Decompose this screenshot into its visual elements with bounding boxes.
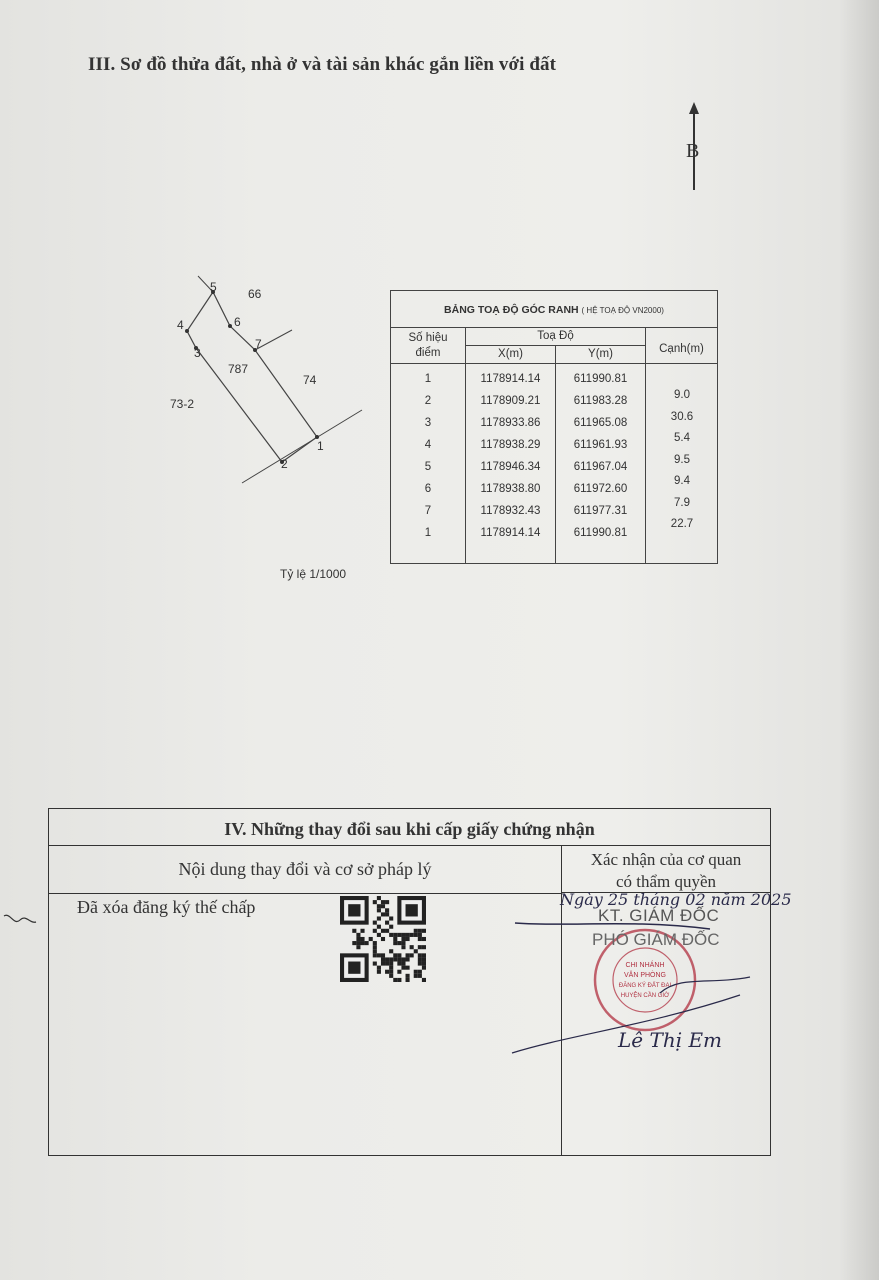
edge-length: 9.0 (674, 389, 690, 401)
signature-role-1: KT. GIÁM ĐỐC (598, 906, 720, 925)
cell-y: 611961.93 (573, 439, 628, 451)
point-label: 6 (234, 315, 241, 329)
col-x-header: X(m) (498, 348, 523, 360)
change-entry: Đã xóa đăng ký thế chấp (77, 897, 256, 917)
section-3-heading: III. Sơ đồ thửa đất, nhà ở và tài sản khác gắn liền với đất (88, 54, 557, 75)
confirmation-column-header (562, 845, 770, 893)
page-edge-shadow (839, 0, 879, 1280)
stamp-line: ĐĂNG KÝ ĐẤT ĐAI (618, 983, 672, 989)
point-label: 5 (210, 280, 217, 294)
col-point-header-2: điểm (415, 347, 441, 359)
changes-column-header: Nội dung thay đổi và cơ sở pháp lý (49, 845, 561, 894)
cell-x: 1178914.14 (480, 373, 541, 385)
edge-length: 9.5 (674, 453, 690, 466)
col-point-header-1: Số hiệu (408, 332, 448, 344)
signature-strokes-icon (510, 905, 760, 1055)
margin-scribble-icon (2, 910, 38, 932)
edge-length: 22.7 (670, 518, 694, 530)
point-label: 1 (317, 439, 324, 453)
point-label: 4 (177, 318, 184, 332)
cell-point: 3 (424, 417, 432, 429)
cell-x: 1178938.80 (480, 483, 541, 495)
cell-y: 611983.28 (573, 395, 628, 407)
stamp-line: HUYỆN CẦN GIỜ (620, 993, 670, 999)
coordinate-table (390, 290, 718, 564)
table-title-note: ( HỆ TOẠ ĐỘ VN2000) (581, 306, 664, 315)
neighbor-label: 66 (248, 287, 262, 301)
confirmation-header-line1: Xác nhận của cơ quan (590, 850, 742, 869)
cell-x: 1178946.34 (480, 461, 541, 473)
edge-length: 30.6 (670, 410, 694, 423)
cell-point: 5 (424, 461, 432, 473)
cell-y: 611965.08 (573, 417, 628, 429)
north-label: B (686, 140, 700, 162)
cell-point: 4 (424, 439, 432, 451)
cell-x: 1178932.43 (480, 505, 541, 517)
cell-point: 1 (424, 373, 432, 385)
cell-x: 1178938.29 (480, 439, 541, 451)
point-label: 2 (281, 457, 288, 471)
coordinate-table-title (391, 291, 717, 328)
parcel-boundary (187, 292, 317, 462)
edge-length: 7.9 (674, 496, 690, 509)
cell-y: 611990.81 (573, 373, 628, 385)
edge-length: 9.4 (674, 475, 690, 487)
table-title-text: BẢNG TOẠ ĐỘ GÓC RANH (444, 304, 579, 316)
neighbor-label: 73-2 (170, 397, 195, 411)
confirmation-header-line2: có thẩm quyền (615, 872, 717, 891)
cell-point: 1 (424, 527, 432, 539)
col-y-header: Y(m) (588, 348, 613, 360)
cell-point: 6 (424, 483, 432, 495)
cell-point: 2 (424, 395, 432, 407)
point-label: 3 (194, 346, 201, 360)
parcel-sketch (150, 262, 380, 502)
stamp-line: VĂN PHÒNG (623, 972, 667, 979)
neighbor-label: 74 (303, 373, 317, 387)
signer-name: Lê Thị Em (618, 1028, 723, 1052)
point-label: 7 (255, 337, 262, 351)
signature-date: Ngày 25 tháng 02 năm 2025 (560, 890, 792, 909)
cell-y: 611972.60 (573, 483, 628, 495)
cell-y: 611990.81 (573, 527, 628, 539)
cell-point: 7 (424, 505, 432, 517)
scale-label: Tỷ lệ 1/1000 (280, 567, 347, 581)
signature-role-2: PHÓ GIÁM ĐỐC (592, 930, 720, 949)
cell-y: 611967.04 (573, 461, 628, 473)
parcel-number: 787 (228, 362, 249, 376)
cell-y: 611977.31 (573, 505, 628, 517)
cell-x: 1178909.21 (480, 395, 541, 407)
stamp-line: CHI NHÁNH (625, 962, 665, 969)
edge-length: 5.4 (674, 432, 690, 444)
col-edge-header: Cạnh(m) (659, 343, 704, 355)
qr-code-icon[interactable] (340, 895, 426, 983)
cell-x: 1178933.86 (480, 417, 541, 429)
section-4-title: IV. Những thay đổi sau khi cấp giấy chứng nhận (49, 809, 770, 846)
boundary-line (242, 410, 362, 483)
cell-x: 1178914.14 (480, 527, 541, 539)
col-coord-header: Toạ Độ (537, 330, 574, 342)
